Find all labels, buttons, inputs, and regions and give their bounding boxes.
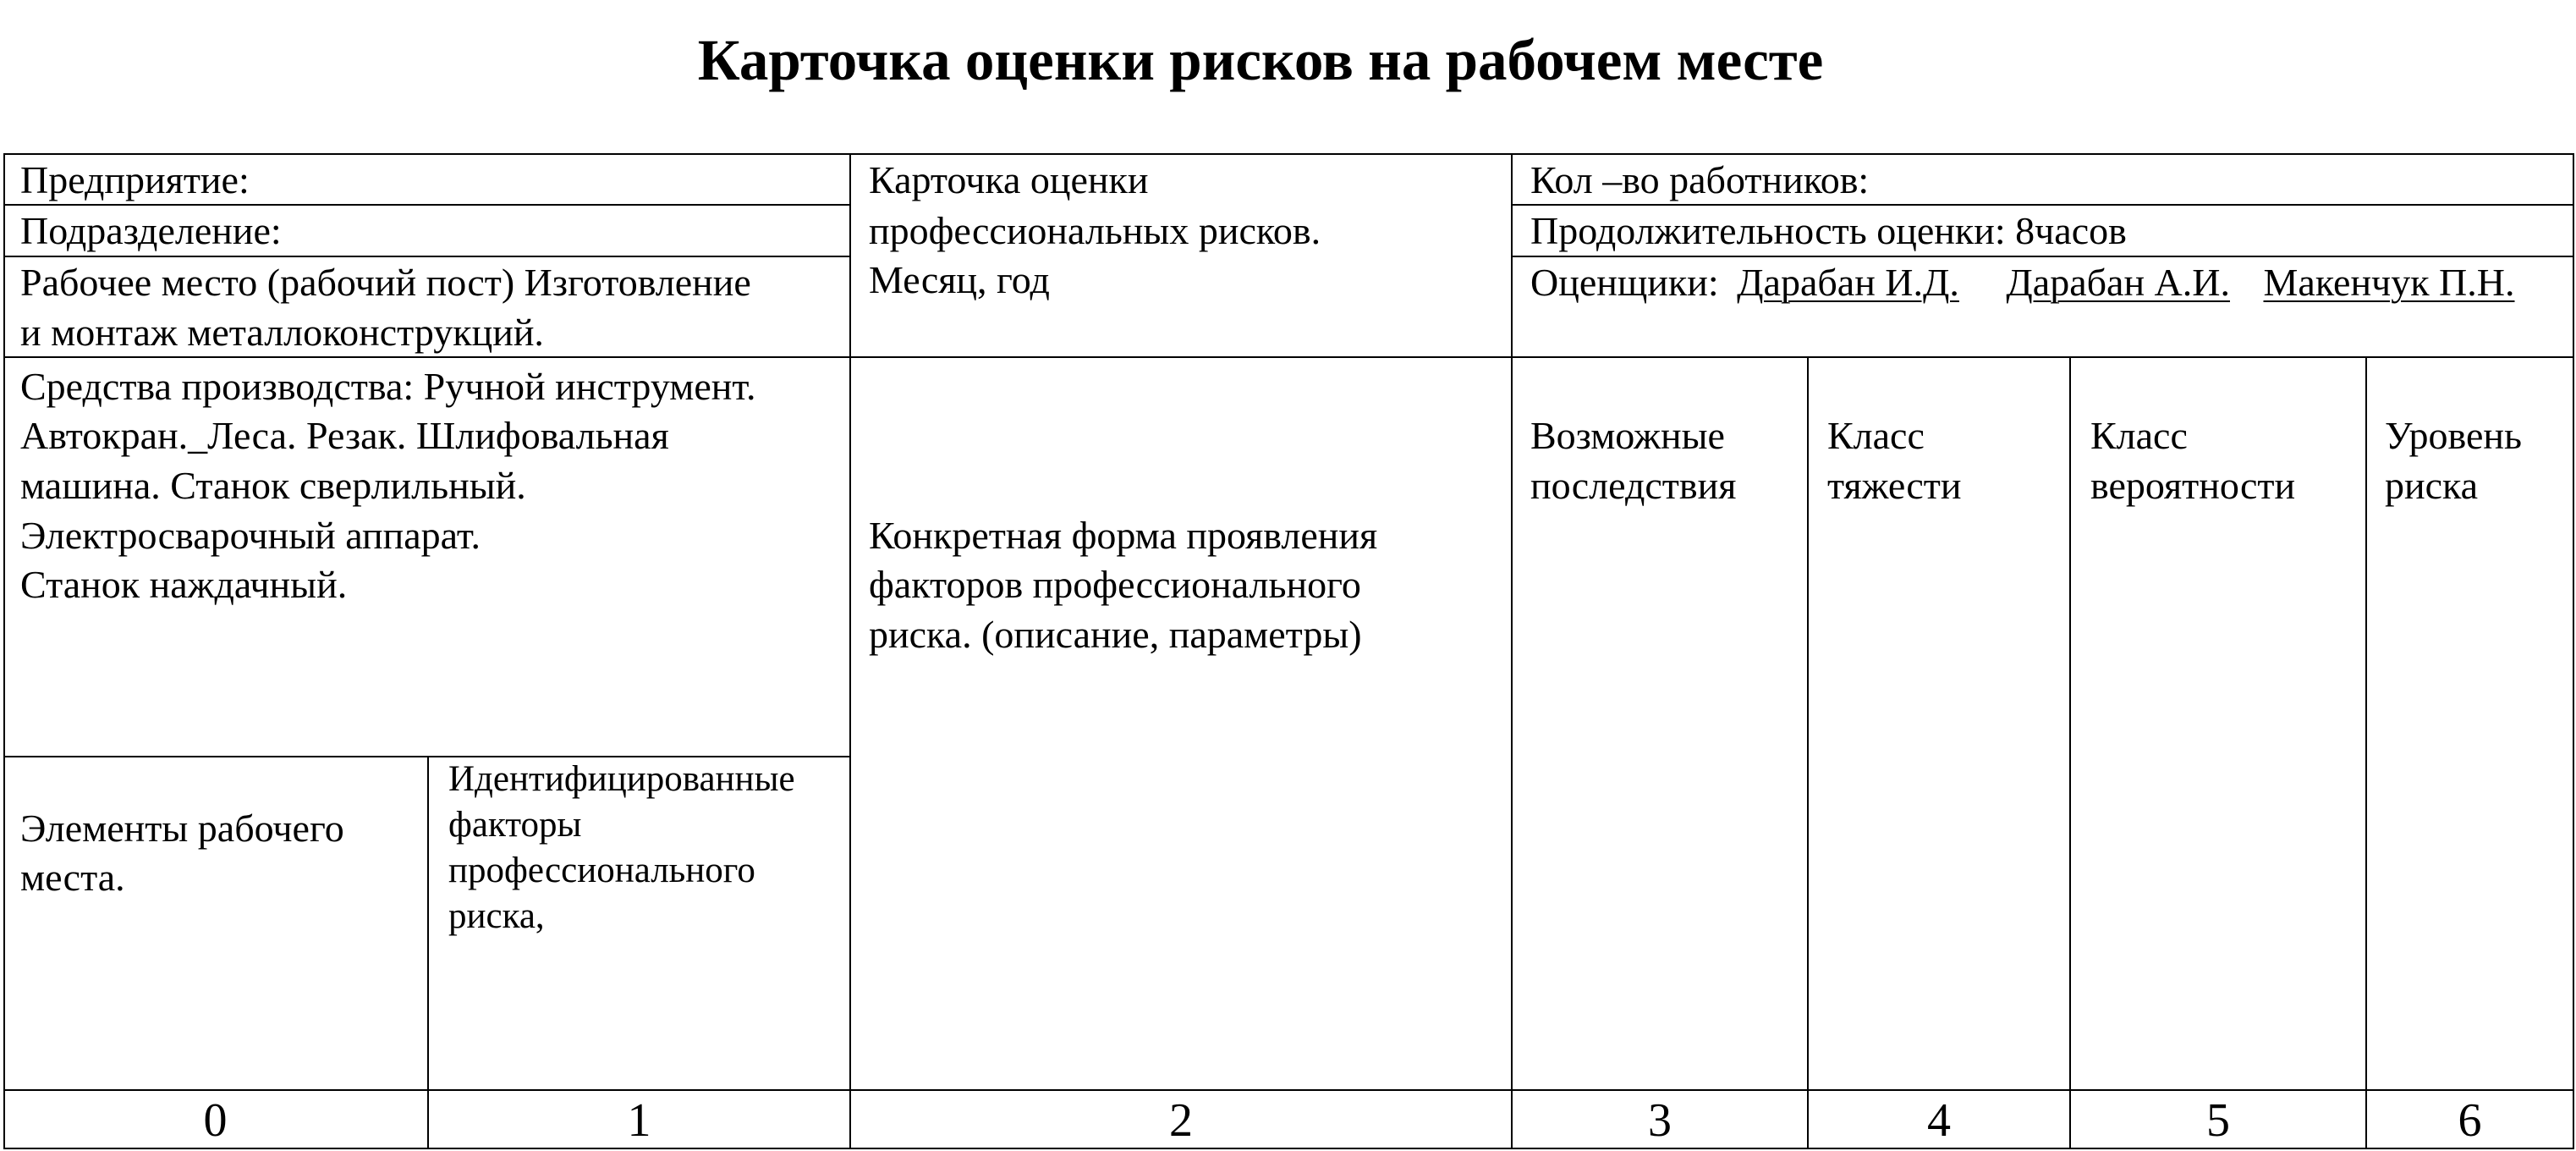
table-border-top <box>3 153 2574 155</box>
page-title: Карточка оценки рисков на рабочем месте <box>697 28 1824 92</box>
means-of-production-line: Станок наждачный. <box>20 563 348 606</box>
factors-header: риска, <box>448 896 545 936</box>
consequences-header: Возможные <box>1530 414 1725 457</box>
risk-level-header: риска <box>2385 464 2479 507</box>
assessor-name: Дарабан А.И. <box>2006 261 2230 304</box>
column-number-1: 1 <box>627 1094 651 1147</box>
column-number-3: 3 <box>1648 1094 1672 1147</box>
workers-count-label: Кол –во работников: <box>1530 158 1870 201</box>
column-number-4: 4 <box>1927 1094 1951 1147</box>
means-of-production-line: Электросварочный аппарат. <box>20 514 481 557</box>
enterprise-label: Предприятие: <box>20 158 250 201</box>
probability-header: Класс <box>2090 414 2188 457</box>
severity-header: тяжести <box>1827 464 1962 507</box>
card-label-line1: Карточка оценки <box>869 158 1149 201</box>
table-border-left <box>3 153 5 1149</box>
col-divider-2-3 <box>1511 153 1513 1149</box>
elements-header: места. <box>20 856 125 899</box>
card-label-line3: Месяц, год <box>869 258 1050 301</box>
assessors-label: Оценщики: <box>1530 261 1719 304</box>
column-number-6: 6 <box>2458 1094 2482 1147</box>
table-border-right <box>2573 153 2574 1149</box>
assessor-name: Макенчук П.Н. <box>2263 261 2515 304</box>
column-number-2: 2 <box>1169 1094 1193 1147</box>
manifestation-header: Конкретная форма проявления <box>869 514 1378 557</box>
factors-header: Идентифицированные <box>448 759 795 799</box>
factors-header: факторы <box>448 805 582 845</box>
workplace-label-line2: и монтаж металлоконструкций. <box>20 311 544 354</box>
col-divider-1-2 <box>849 153 851 1149</box>
column-number-0: 0 <box>203 1094 228 1147</box>
column-number-5: 5 <box>2206 1094 2230 1147</box>
col-divider-3-4 <box>1807 356 1809 1149</box>
manifestation-header: факторов профессионального <box>869 563 1361 606</box>
means-of-production-line: машина. Станок сверлильный. <box>20 464 526 507</box>
assessors-row <box>1530 258 2514 308</box>
assessor-name: Дарабан И.Д. <box>1737 261 1959 304</box>
means-of-production-line: Автокран._Леса. Резак. Шлифовальная <box>20 414 669 457</box>
consequences-header: последствия <box>1530 464 1737 507</box>
card-label-line2: профессиональных рисков. <box>869 209 1321 252</box>
probability-header: вероятности <box>2090 464 2296 507</box>
severity-header: Класс <box>1827 414 1925 457</box>
division-label: Подразделение: <box>20 209 282 252</box>
col-divider-4-5 <box>2069 356 2071 1149</box>
elements-header: Элементы рабочего <box>20 807 344 850</box>
manifestation-header: риска. (описание, параметры) <box>869 613 1362 656</box>
means-of-production-line: Средства производства: Ручной инструмент. <box>20 365 756 408</box>
workplace-label-line1: Рабочее место (рабочий пост) Изготовление <box>20 261 751 304</box>
assessment-duration: Продолжительность оценки: 8часов <box>1530 209 2127 252</box>
col-divider-5-6 <box>2365 356 2367 1149</box>
risk-level-header: Уровень <box>2385 414 2522 457</box>
factors-header: профессионального <box>448 851 755 890</box>
